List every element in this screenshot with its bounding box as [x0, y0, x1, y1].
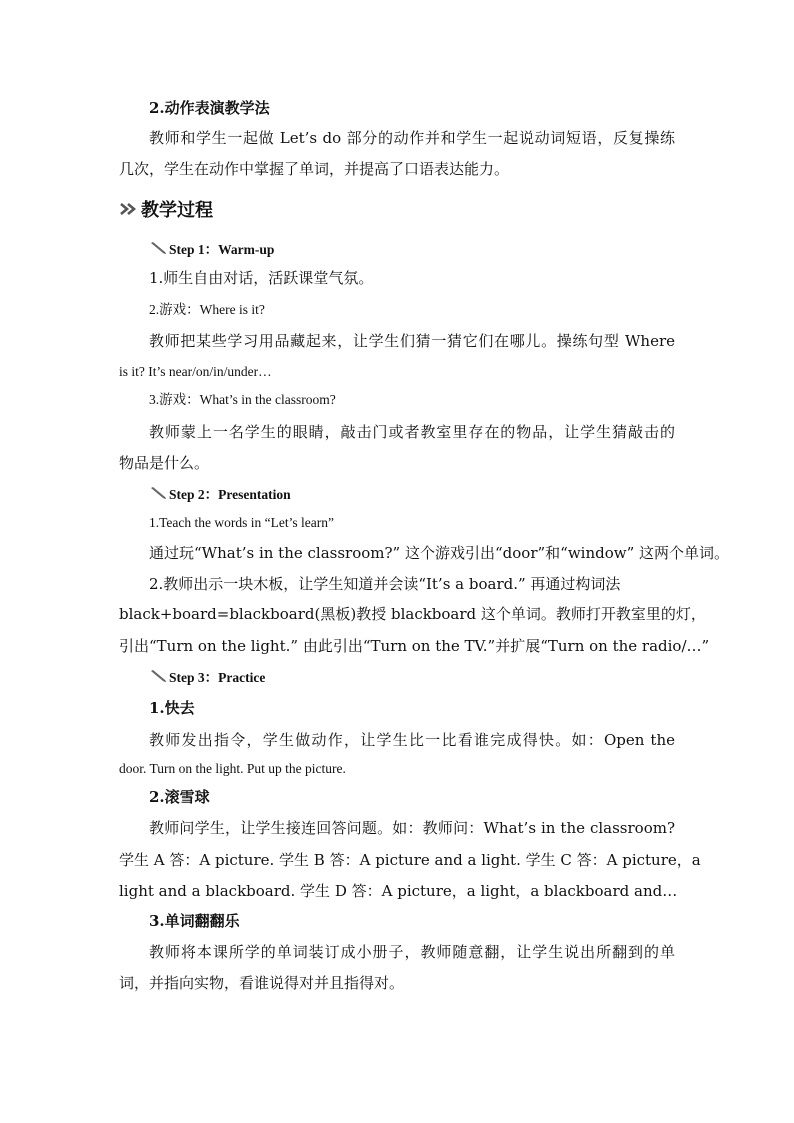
- step1-item: 3.游戏：What’s in the classroom?: [149, 392, 336, 407]
- pen-icon: [149, 486, 167, 500]
- section-title: 教学过程: [141, 200, 213, 221]
- step1-title: Step 1：Warm-up: [169, 242, 275, 257]
- step2-title: Step 2：Presentation: [169, 487, 291, 502]
- step1-heading: [149, 238, 274, 258]
- step1-item-description: 物品是什么。: [119, 454, 210, 472]
- step3-game-line: 教师将本课所学的单词装订成小册子，教师随意翻，让学生说出所翻到的单: [149, 943, 675, 961]
- step3-game-title: 2.滚雪球: [149, 788, 210, 806]
- step1-item-description: 教师蒙上一名学生的眼睛，敲击门或者教室里存在的物品，让学生猜敲击的: [149, 423, 675, 441]
- step3-game-line: 学生 A 答：A picture. 学生 B 答：A picture and a light. 学生 C 答：A picture，a: [119, 851, 701, 869]
- step2-item: 1.Teach the words in “Let’s learn”: [149, 515, 334, 530]
- step3-game-line: 教师问学生，让学生接连回答问题。如：教师问：What’s in the classroom?: [149, 819, 675, 837]
- double-chevron-icon: [119, 202, 139, 216]
- step1-item-description: 教师把某些学习用品藏起来，让学生们猜一猜它们在哪儿。操练句型 Where: [149, 332, 675, 350]
- method2-paragraph-line: 几次，学生在动作中掌握了单词，并提高了口语表达能力。: [119, 160, 510, 178]
- pen-icon: [149, 669, 167, 683]
- step3-game-line: 词，并指向实物，看谁说得对并且指得对。: [119, 974, 405, 992]
- step1-item: 2.游戏：Where is it?: [149, 302, 265, 317]
- step2-heading: [149, 483, 291, 503]
- step2-item-line: 引出“Turn on the light.” 由此引出“Turn on the TV.”并扩展“Turn on the radio/…”: [119, 637, 710, 655]
- method2-heading: 2.动作表演教学法: [149, 99, 270, 117]
- section-heading: [119, 196, 213, 222]
- pen-icon: [149, 241, 167, 255]
- method2-paragraph-line: 教师和学生一起做 Let’s do 部分的动作并和学生一起说动词短语，反复操练: [149, 129, 675, 147]
- step2-item-line: 2.教师出示一块木板，让学生知道并会读“It’s a board.” 再通过构词法: [149, 575, 621, 593]
- step1-item: 1.师生自由对话，活跃课堂气氛。: [149, 269, 374, 287]
- step3-game-line: 教师发出指令，学生做动作，让学生比一比看谁完成得快。如：Open the: [149, 731, 675, 749]
- step3-game-line: light and a blackboard. 学生 D 答：A picture，a light，a blackboard and…: [119, 882, 678, 900]
- step3-game-title: 3.单词翻翻乐: [149, 912, 240, 930]
- step3-game-line: door. Turn on the light. Put up the picture.: [119, 761, 346, 776]
- step3-game-title: 1.快去: [149, 699, 195, 717]
- step3-heading: [149, 666, 265, 686]
- step3-title: Step 3：Practice: [169, 670, 266, 685]
- step1-item-description: is it? It’s near/on/in/under…: [119, 364, 272, 379]
- step2-item-line: black+board=blackboard(黑板)教授 blackboard 这个单词。教师打开教室里的灯，: [119, 605, 706, 623]
- step2-item-description: 通过玩“What’s in the classroom?” 这个游戏引出“door”和“window” 这两个单词。: [149, 544, 730, 562]
